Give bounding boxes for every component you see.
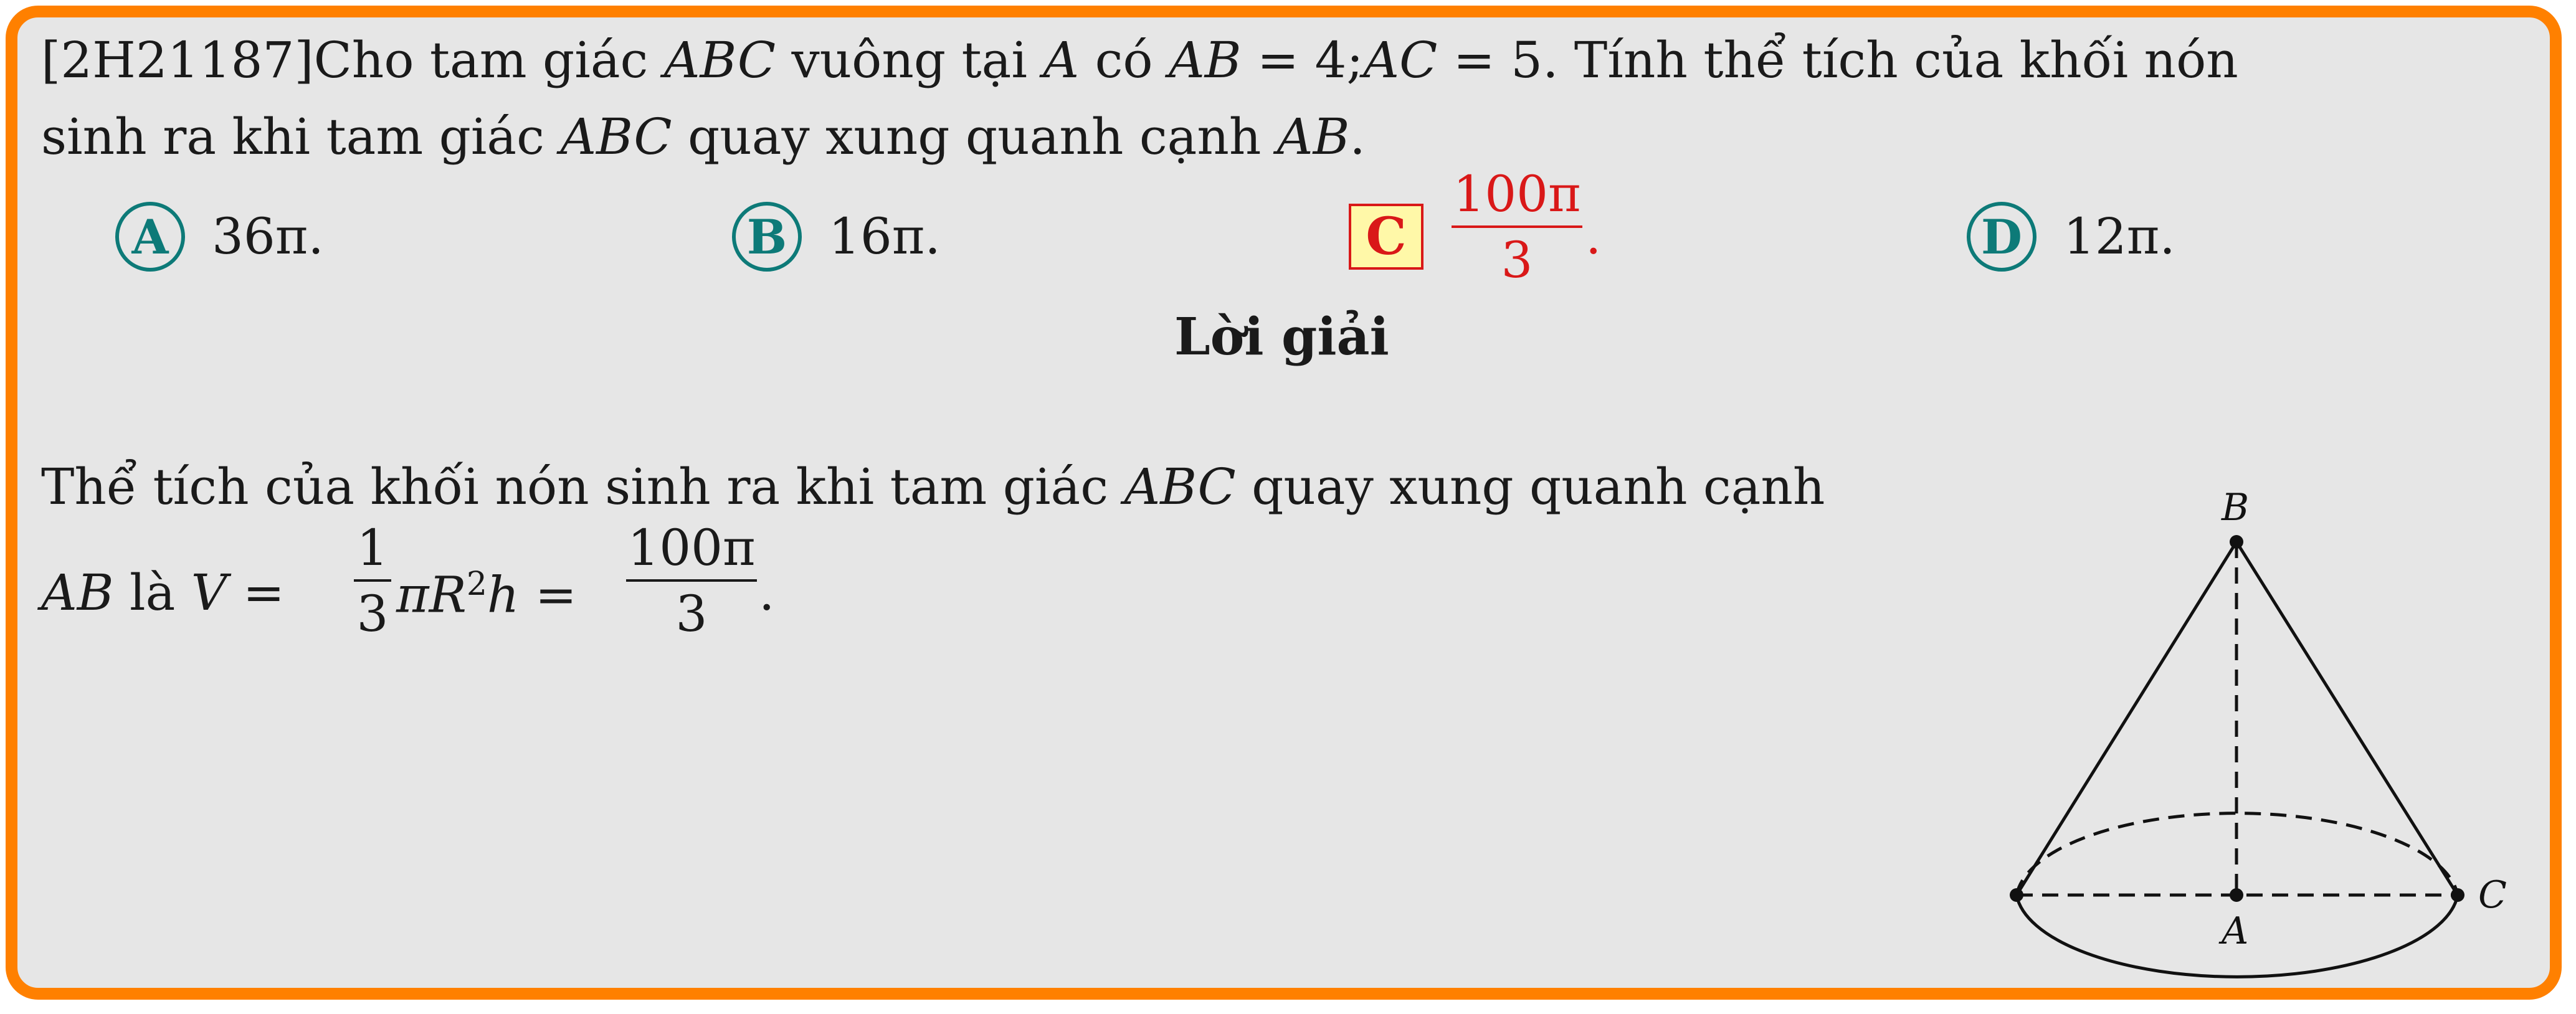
solution-line-1: Thể tích của khối nón sinh ra khi tam giác ABC quay xung quanh cạnh [41, 458, 1825, 516]
point-a [2230, 888, 2243, 902]
one-third-fraction: 1 3 [354, 523, 391, 639]
slant-left [2017, 542, 2236, 895]
triangle-name: ABC [663, 31, 776, 89]
question-line-1: [2H21187]Cho tam giác ABC vuông tại A có AB = 4;AC = 5. Tính thể tích của khối nón [41, 31, 2238, 89]
point-left [2010, 888, 2023, 902]
option-b-text[interactable]: 16π. [829, 207, 941, 265]
option-c-fraction[interactable]: 100π 3 [1452, 169, 1582, 285]
label-a: A [2222, 909, 2249, 953]
option-d-text[interactable]: 12π. [2063, 207, 2175, 265]
option-d-marker[interactable]: D [1967, 202, 2037, 272]
option-a-text[interactable]: 36π. [212, 207, 324, 265]
question-code: [2H21187] [41, 31, 314, 89]
formula-period: . [759, 564, 775, 622]
solution-formula: AB là V = [41, 564, 285, 622]
slant-right [2236, 542, 2458, 895]
question-line-2: sinh ra khi tam giác ABC quay xung quanh cạnh AB. [41, 108, 1366, 166]
solution-heading: Lời giải [1174, 307, 1389, 367]
label-b: B [2222, 486, 2250, 529]
formula-middle: $\pi R^2h$ = [396, 566, 577, 624]
point-b [2230, 535, 2243, 549]
result-fraction: 100π 3 [626, 523, 757, 639]
label-c: C [2478, 873, 2507, 917]
option-b-marker[interactable]: B [732, 202, 802, 272]
option-a-marker[interactable]: A [115, 202, 185, 272]
option-c-period: . [1585, 207, 1602, 265]
point-c [2451, 888, 2464, 902]
option-c-marker-correct[interactable]: C [1349, 204, 1423, 270]
